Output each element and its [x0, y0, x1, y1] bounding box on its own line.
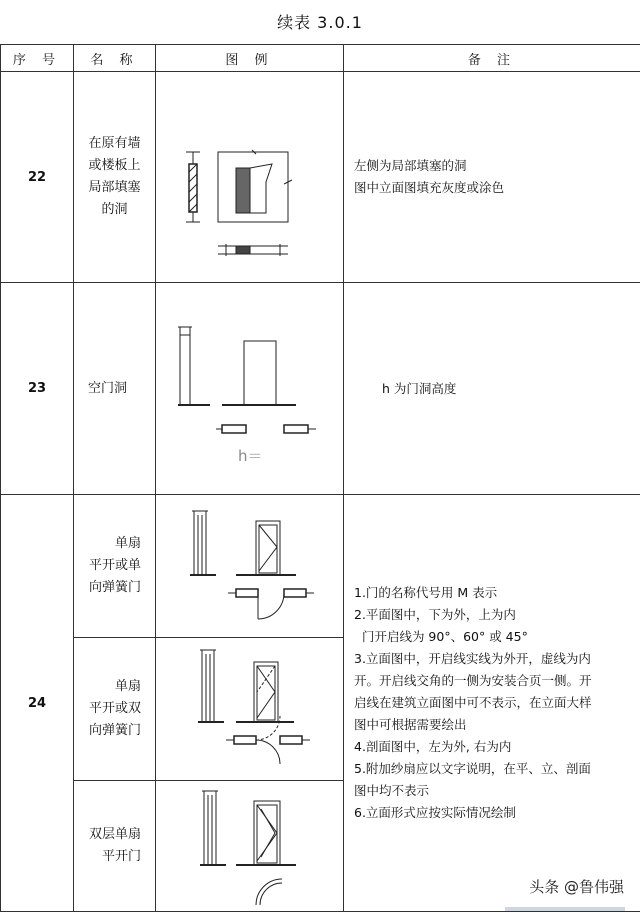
- name-line: 平开门: [80, 846, 141, 868]
- header-name: 名 称: [74, 45, 156, 72]
- watermark: 头条 @鲁伟强: [529, 876, 624, 897]
- header-legend: 图 例: [156, 45, 344, 72]
- note-line: 图中立面图填充灰度或涂色: [354, 177, 640, 199]
- note-line: 3.立面图中，开启线实线为外开，虚线为内: [354, 648, 640, 670]
- legend-drawing: [156, 638, 344, 781]
- row-name: [74, 781, 156, 912]
- note-line: 启线在建筑立面图中可不表示，在立面大样: [354, 692, 640, 714]
- row-name: 空门洞: [74, 283, 156, 495]
- legend-drawing: [156, 495, 344, 638]
- note-line: 图中均不表示: [354, 780, 640, 802]
- empty-door-drawing: [156, 283, 344, 494]
- double-layer-door-drawing: [156, 781, 344, 911]
- filled-hole-drawing: [156, 72, 344, 282]
- legend-drawing: [156, 283, 344, 495]
- name-line: 局部填塞: [80, 177, 149, 199]
- name-line: 平开或单: [80, 555, 141, 577]
- row-name: [74, 72, 156, 283]
- note-line: 6.立面形式应按实际情况绘制: [354, 802, 640, 824]
- note-line: 图中可根据需要绘出: [354, 714, 640, 736]
- table-row: [1, 283, 640, 495]
- name-line: 向弹簧门: [80, 720, 141, 742]
- note-line: 1.门的名称代号用 M 表示: [354, 582, 640, 604]
- row-name: [74, 495, 156, 638]
- name-line: 的洞: [80, 199, 149, 221]
- table-row: [1, 72, 640, 283]
- header-seq: 序 号: [1, 45, 74, 72]
- name-line: 平开或双: [80, 698, 141, 720]
- note-line: 2.平面图中，下为外，上为内: [354, 604, 640, 626]
- note-line: 4.剖面图中，左为外, 右为内: [354, 736, 640, 758]
- legend-drawing: [156, 72, 344, 283]
- note-line: h 为门洞高度: [382, 378, 640, 400]
- table-title: 续表 3.0.1: [0, 10, 640, 33]
- single-swing-door-drawing: [156, 495, 344, 637]
- double-swing-door-drawing: [156, 638, 344, 780]
- table-row: [1, 495, 640, 638]
- name-line: 在原有墙: [80, 133, 149, 155]
- name-line: 或楼板上: [80, 155, 149, 177]
- header-row: [1, 45, 640, 72]
- header-remark: 备 注: [344, 45, 640, 72]
- row-remark: [344, 495, 640, 912]
- note-line: 门开启线为 90°、60° 或 45°: [354, 626, 640, 648]
- row-number: 24: [1, 495, 74, 912]
- row-name: [74, 638, 156, 781]
- row-number: 22: [1, 72, 74, 283]
- height-label: h＝: [238, 447, 263, 465]
- watermark-strip: [505, 907, 625, 911]
- name-line: 双层单扇: [80, 824, 141, 846]
- row-remark: [344, 72, 640, 283]
- legend-drawing: [156, 781, 344, 912]
- note-line: 开。开启线交角的一侧为安装合页一侧。开: [354, 670, 640, 692]
- note-line: 5.附加纱扇应以文字说明，在平、立、剖面: [354, 758, 640, 780]
- name-line: 单扇: [80, 676, 141, 698]
- name-line: 单扇: [80, 533, 141, 555]
- note-line: 左侧为局部填塞的洞: [354, 155, 640, 177]
- row-number: 23: [1, 283, 74, 495]
- name-line: 向弹簧门: [80, 577, 141, 599]
- legend-table: [0, 44, 640, 912]
- row-remark: [344, 283, 640, 495]
